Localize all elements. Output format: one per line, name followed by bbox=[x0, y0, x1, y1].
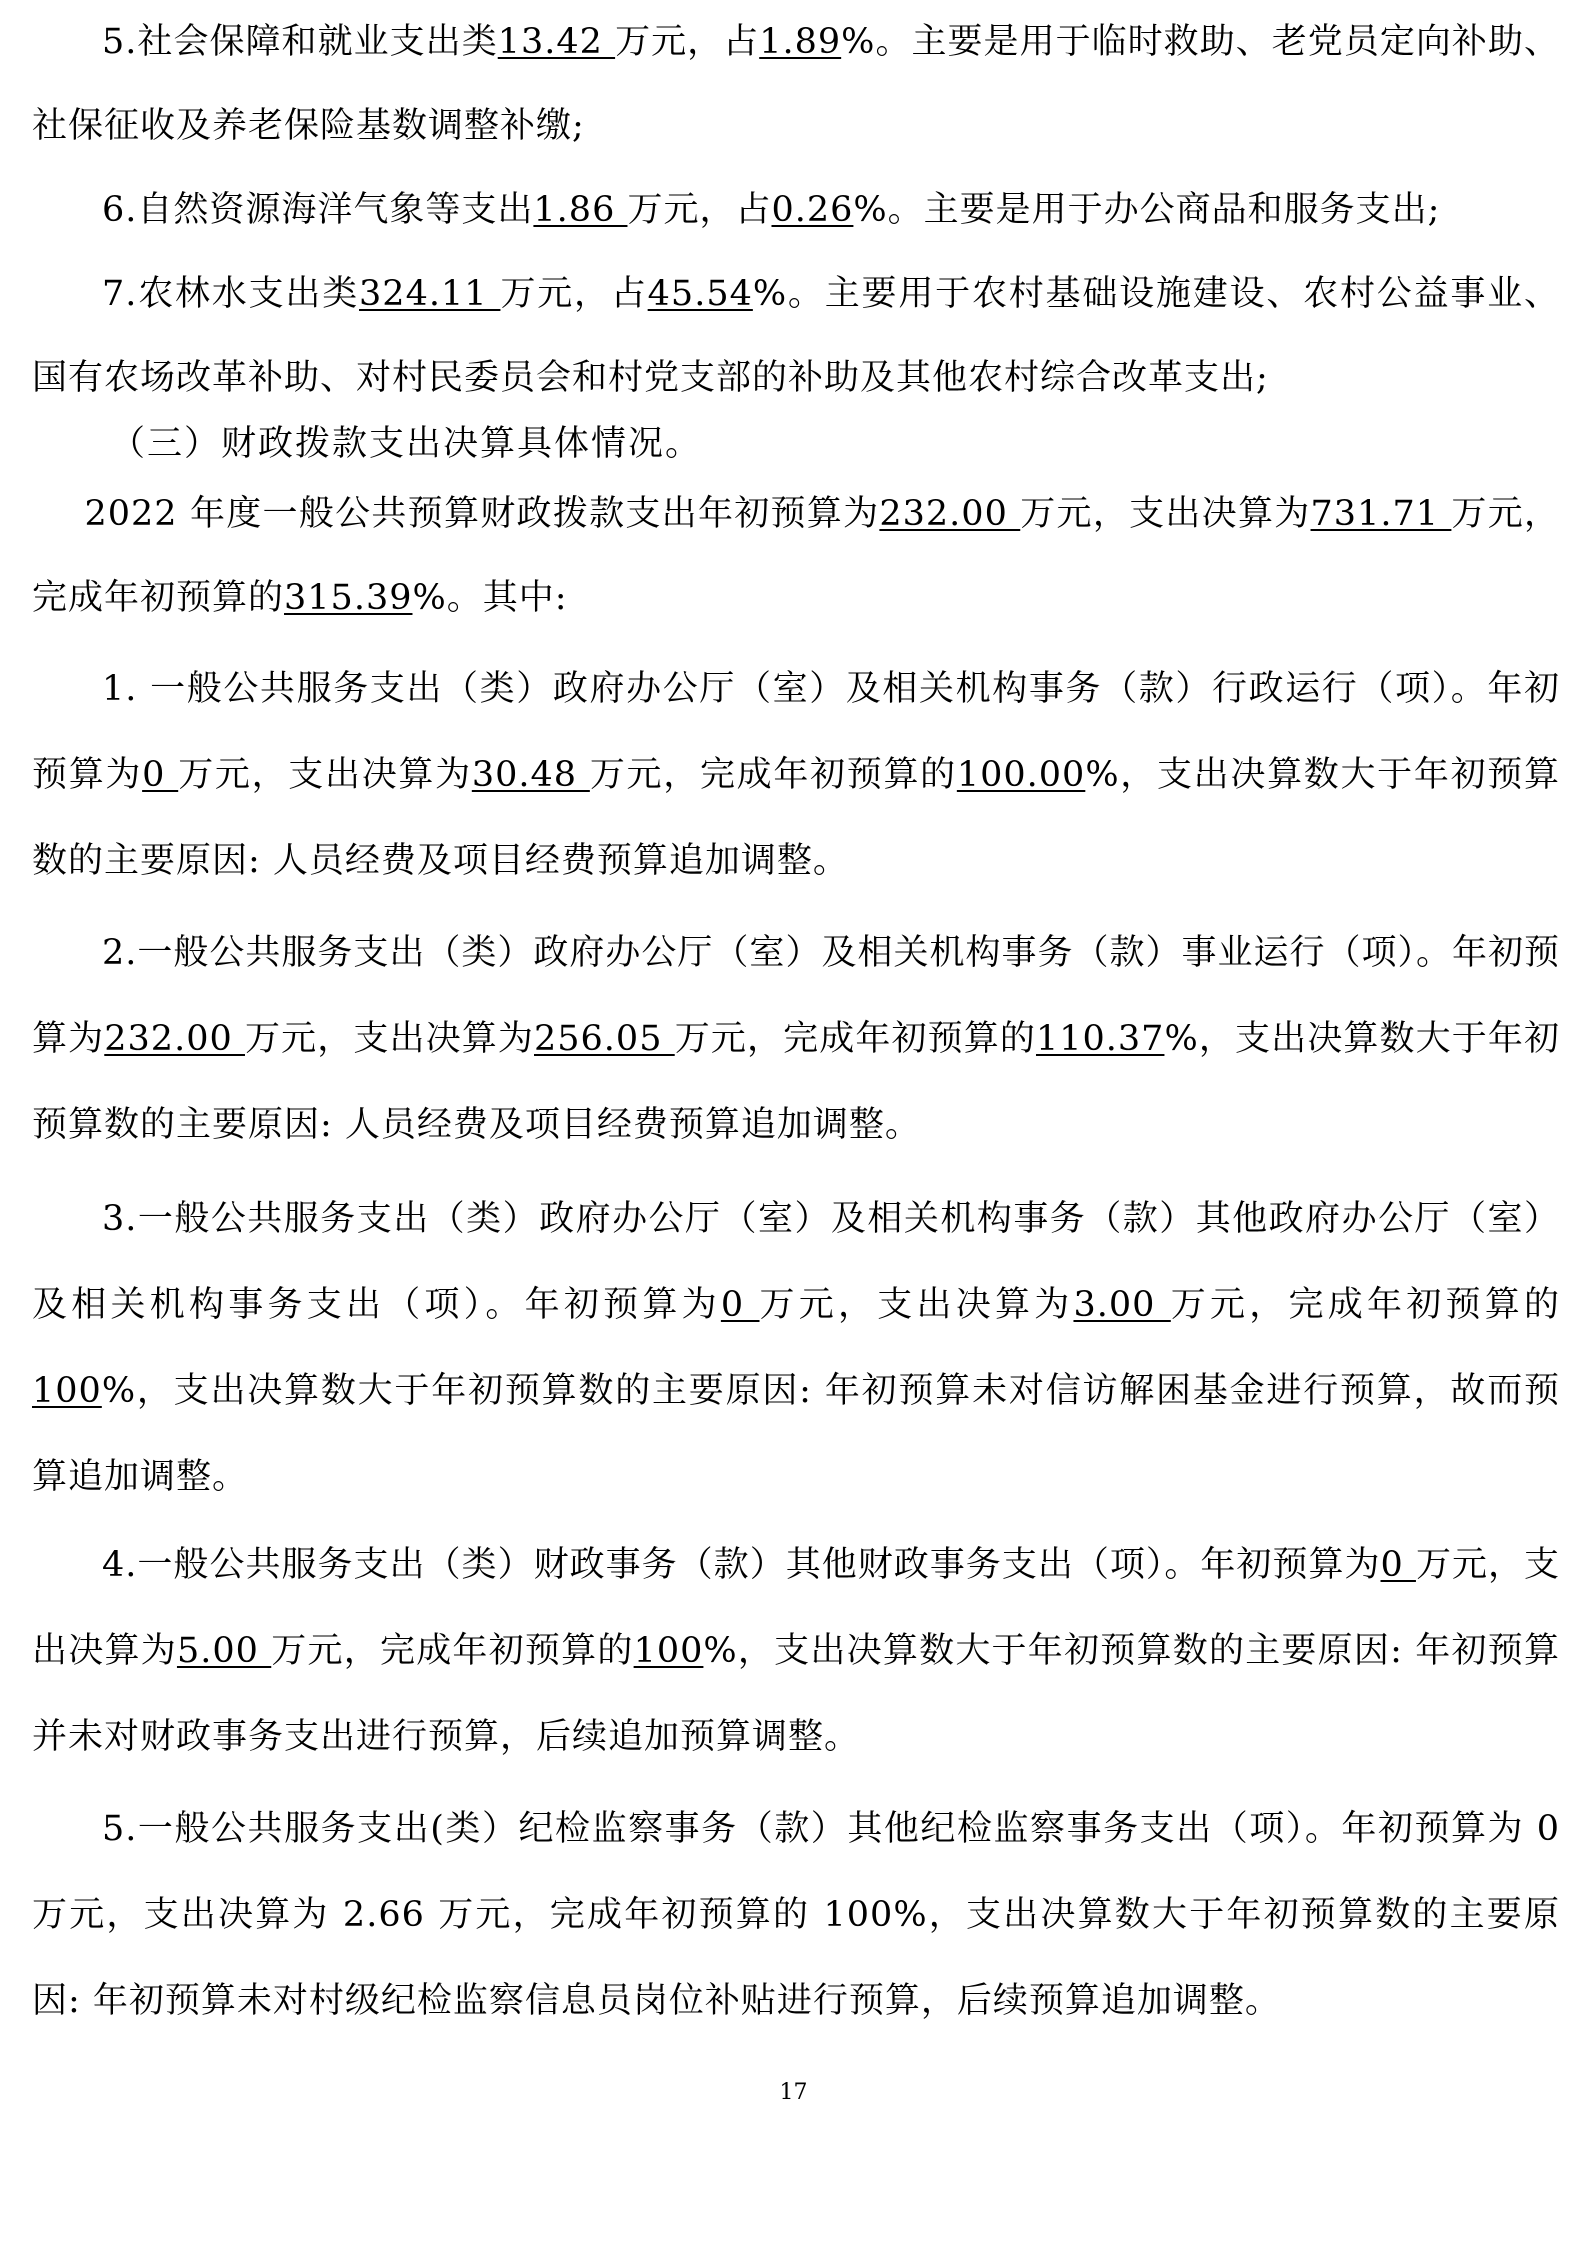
underlined-value: 3.00 bbox=[1073, 1285, 1171, 1325]
text-run: %。主要用于农村基础设施建设、农村公益事业、国有农场改革补助、对村民委员会和村党支部的补助及其他农村综合改革支出; bbox=[32, 274, 1560, 398]
text-run: 万元，支出决算为 bbox=[244, 1019, 534, 1059]
underlined-value: 13.42 bbox=[497, 22, 616, 62]
underlined-value: 731.71 bbox=[1310, 494, 1452, 534]
text-run: 万元，支出决算为 bbox=[1020, 494, 1311, 534]
text-run: %。主要是用于办公商品和服务支出; bbox=[853, 190, 1441, 230]
underlined-value: 30.48 bbox=[471, 755, 590, 795]
section-heading: （三）财政拨款支出决算具体情况。 bbox=[110, 424, 703, 464]
text-run: %，支出决算数大于年初预算数的主要原因: 人员经费及项目经费预算追加调整。 bbox=[32, 755, 1560, 881]
paragraph-item-2 bbox=[32, 910, 1560, 1168]
text-run: 万元，完成年初预算的 bbox=[32, 494, 1560, 618]
underlined-value: 315.39 bbox=[284, 578, 413, 618]
underlined-value: 100 bbox=[633, 1631, 704, 1671]
underlined-value: 0 bbox=[1380, 1545, 1416, 1585]
text-run: 万元，完成年初预算的 bbox=[589, 755, 957, 795]
underlined-value: 45.54 bbox=[647, 274, 753, 314]
text-run: %。其中: bbox=[412, 578, 568, 618]
paragraph-item-4 bbox=[32, 1522, 1560, 1780]
underlined-value: 0 bbox=[142, 755, 179, 795]
text-run: 3.一般公共服务支出（类）政府办公厅（室）及相关机构事务（款）其他政府办公厅（室）及相关机构事务支出（项）。年初预算为 bbox=[32, 1199, 1560, 1325]
paragraph-item-1 bbox=[32, 646, 1560, 904]
text-run: 4.一般公共服务支出（类）财政事务（款）其他财政事务支出（项）。年初预算为 bbox=[102, 1545, 1381, 1585]
paragraph-natural-resources bbox=[32, 168, 1560, 252]
underlined-value: 110.37 bbox=[1035, 1019, 1165, 1059]
underlined-value: 232.00 bbox=[104, 1019, 245, 1059]
text-run: 6.自然资源海洋气象等支出 bbox=[102, 190, 534, 230]
text-run: %，支出决算数大于年初预算数的主要原因: 人员经费及项目经费预算追加调整。 bbox=[32, 1019, 1560, 1145]
underlined-value: 324.11 bbox=[359, 274, 501, 314]
underlined-value: 100 bbox=[32, 1371, 102, 1411]
text-run: %，支出决算数大于年初预算数的主要原因: 年初预算并未对财政事务支出进行预算，后续追加预算调整。 bbox=[32, 1631, 1560, 1757]
text-run: 5.一般公共服务支出(类）纪检监察事务（款）其他纪检监察事务支出（项）。年初预算为 0 万元，支出决算为 2.66 万元，完成年初预算的 100%，支出决算数大于年初预算数的主要原因: 年初预算未对村级纪检监察信息员岗位补贴进行预算，后续预算追加调整。 bbox=[32, 1809, 1560, 2021]
paragraph-agriculture bbox=[32, 252, 1560, 420]
text-run: %，支出决算数大于年初预算数的主要原因: 年初预算未对信访解困基金进行预算，故而预算追加调整。 bbox=[32, 1371, 1560, 1497]
text-run: 万元，完成年初预算的 bbox=[1170, 1285, 1560, 1325]
paragraph-item-3 bbox=[32, 1176, 1560, 1520]
text-run: 2.一般公共服务支出（类）政府办公厅（室）及相关机构事务（款）事业运行（项）。年初预算为 bbox=[32, 933, 1560, 1059]
text-run: 1. 一般公共服务支出（类）政府办公厅（室）及相关机构事务（款）行政运行（项）。年初预算为 bbox=[32, 669, 1560, 795]
underlined-value: 100.00 bbox=[956, 755, 1086, 795]
underlined-value: 1.89 bbox=[759, 22, 842, 62]
text-run: 7.农林水支出类 bbox=[102, 274, 360, 314]
text-run: 万元，完成年初预算的 bbox=[674, 1019, 1036, 1059]
text-run: 万元，占 bbox=[627, 190, 772, 230]
text-run: 5.社会保障和就业支出类 bbox=[102, 22, 498, 62]
underlined-value: 0.26 bbox=[771, 190, 854, 230]
paragraph-summary bbox=[32, 472, 1560, 640]
underlined-value: 1.86 bbox=[533, 190, 628, 230]
paragraph-social-security bbox=[32, 0, 1560, 168]
underlined-value: 5.00 bbox=[176, 1631, 272, 1671]
text-run: %。主要是用于临时救助、老党员定向补助、社保征收及养老保险基数调整补缴; bbox=[32, 22, 1560, 146]
text-run: 万元，占 bbox=[500, 274, 648, 314]
underlined-value: 232.00 bbox=[879, 494, 1021, 534]
text-run: 2022 年度一般公共预算财政拨款支出年初预算为 bbox=[84, 494, 880, 534]
underlined-value: 256.05 bbox=[534, 1019, 675, 1059]
underlined-value: 0 bbox=[720, 1285, 760, 1325]
text-run: 万元，支出决算为 bbox=[178, 755, 472, 795]
page-number: 17 bbox=[779, 2080, 808, 2105]
text-run: 万元，支出决算为 bbox=[759, 1285, 1074, 1325]
text-run: 万元，完成年初预算的 bbox=[271, 1631, 634, 1671]
text-run: 万元，支出决算为 bbox=[32, 1545, 1560, 1671]
paragraph-item-5 bbox=[32, 1786, 1560, 2044]
text-run: 万元，占 bbox=[615, 22, 760, 62]
